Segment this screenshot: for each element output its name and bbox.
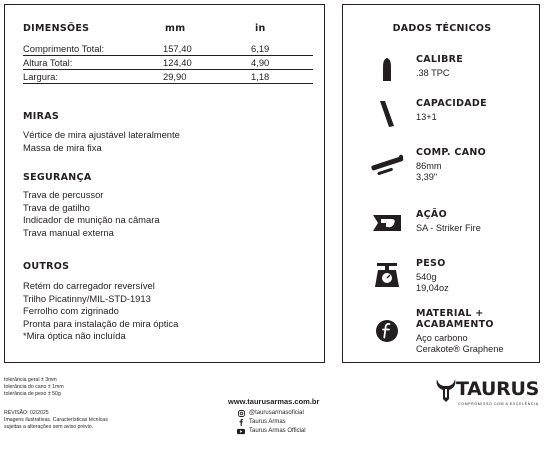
dimension-in: 6,19 bbox=[251, 43, 270, 54]
taurus-logo bbox=[434, 376, 542, 410]
revision-line: Imagens ilustrativas. Características técnicas bbox=[4, 417, 108, 423]
youtube-icon bbox=[237, 427, 245, 435]
spec-value: Cerakote® Graphene bbox=[416, 344, 504, 355]
facebook-icon bbox=[237, 418, 245, 426]
finish-icon bbox=[373, 317, 401, 345]
list-item: Retém do carregador reversível bbox=[23, 280, 155, 291]
revision-line: REVISÃO: 02/2025 bbox=[4, 410, 49, 416]
logo-wordmark: TAURUS bbox=[456, 378, 539, 400]
miras-list bbox=[23, 129, 180, 154]
website-link[interactable]: www.taurusarmas.com.br bbox=[228, 397, 320, 406]
spec-values bbox=[416, 223, 481, 234]
spec-label: AÇÃO bbox=[416, 209, 447, 220]
tolerances bbox=[4, 377, 64, 398]
miras-title: MIRAS bbox=[23, 111, 59, 122]
revision-line: sujeitas a alterações sem aviso prévio. bbox=[4, 424, 94, 430]
magazine-icon bbox=[373, 100, 401, 128]
tolerance-line: tolerância geral ± 3mm bbox=[4, 377, 57, 383]
outros-title: OUTROS bbox=[23, 261, 70, 272]
spec-label: COMP. CANO bbox=[416, 147, 486, 158]
list-item: Ferrolho com zigrinado bbox=[23, 305, 119, 316]
spec-value: Aço carbono bbox=[416, 333, 468, 343]
logo-tagline: COMPROMISSO COM A EXCELÊNCIA bbox=[458, 402, 539, 406]
spec-value: 19,04oz bbox=[416, 283, 449, 294]
tolerance-line: tolerância do cano ± 1mm bbox=[4, 384, 64, 390]
technical-data-panel bbox=[342, 4, 540, 363]
spec-label-line: ACABAMENTO bbox=[416, 319, 494, 330]
bull-icon bbox=[434, 377, 458, 403]
revision-note bbox=[4, 410, 108, 431]
spec-value: 3,39" bbox=[416, 172, 438, 183]
list-item: Trava de gatilho bbox=[23, 201, 90, 213]
list-item: Trilho Picatinny/MIL-STD-1913 bbox=[23, 292, 151, 304]
spec-label-line: MATERIAL + bbox=[416, 308, 484, 319]
spec-value: .38 TPC bbox=[416, 68, 450, 78]
list-item: Trava de percussor bbox=[23, 189, 104, 200]
technical-data-title: DADOS TÉCNICOS bbox=[392, 23, 492, 34]
list-item: Vértice de mira ajustável lateralmente bbox=[23, 129, 180, 140]
seguranca-list bbox=[23, 189, 160, 239]
list-item: Trava manual externa bbox=[23, 226, 114, 238]
social-label: @taurusarmasoficial bbox=[249, 410, 304, 416]
social-label: Taurus Armas Official bbox=[249, 428, 306, 434]
dimension-row bbox=[23, 71, 313, 84]
spec-values bbox=[416, 333, 503, 356]
spec-values bbox=[416, 272, 449, 295]
spec-values bbox=[416, 112, 437, 123]
seguranca-title: SEGURANÇA bbox=[23, 172, 92, 183]
spec-values bbox=[416, 161, 442, 184]
social-label: Taurus Armas bbox=[249, 419, 286, 425]
tolerance-line: tolerância de peso ± 50g bbox=[4, 391, 61, 397]
specs-panel bbox=[4, 4, 325, 363]
scale-icon bbox=[373, 261, 401, 289]
social-instagram[interactable] bbox=[237, 409, 304, 417]
dimension-label: Largura: bbox=[23, 71, 58, 82]
spec-value: 86mm bbox=[416, 161, 442, 171]
instagram-icon bbox=[237, 409, 245, 417]
dimension-label: Comprimento Total: bbox=[23, 43, 105, 54]
spec-value: SA - Striker Fire bbox=[416, 223, 481, 233]
dimension-in: 1,18 bbox=[251, 71, 270, 82]
dimension-row bbox=[23, 57, 313, 70]
list-item: Indicador de munição na câmara bbox=[23, 214, 160, 225]
barrel-icon bbox=[369, 151, 405, 179]
list-item: Pronta para instalação de mira óptica bbox=[23, 317, 179, 329]
list-item: Massa de mira fixa bbox=[23, 141, 102, 153]
spec-label: CALIBRE bbox=[416, 54, 464, 65]
bullet-icon bbox=[373, 56, 401, 84]
spec-value: 540g bbox=[416, 272, 437, 282]
dimension-mm: 124,40 bbox=[163, 57, 192, 68]
dimension-in: 4,90 bbox=[251, 57, 270, 68]
dimensions-in-header: in bbox=[255, 23, 266, 34]
dimensions-title: DIMENSÕES bbox=[23, 23, 90, 34]
outros-list bbox=[23, 280, 178, 343]
dimension-label: Altura Total: bbox=[23, 57, 73, 68]
spec-label: PESO bbox=[416, 258, 446, 269]
social-youtube[interactable] bbox=[237, 427, 306, 435]
dimension-row bbox=[23, 43, 313, 56]
spec-label: CAPACIDADE bbox=[416, 98, 487, 109]
dimension-mm: 29,90 bbox=[163, 71, 187, 82]
action-icon bbox=[371, 209, 403, 237]
dimensions-mm-header: mm bbox=[165, 23, 186, 34]
spec-label bbox=[416, 308, 494, 330]
list-item: *Mira óptica não incluída bbox=[23, 330, 126, 341]
spec-value: 13+1 bbox=[416, 112, 437, 122]
spec-values bbox=[416, 68, 450, 79]
social-facebook[interactable] bbox=[237, 418, 286, 426]
dimension-mm: 157,40 bbox=[163, 43, 192, 54]
